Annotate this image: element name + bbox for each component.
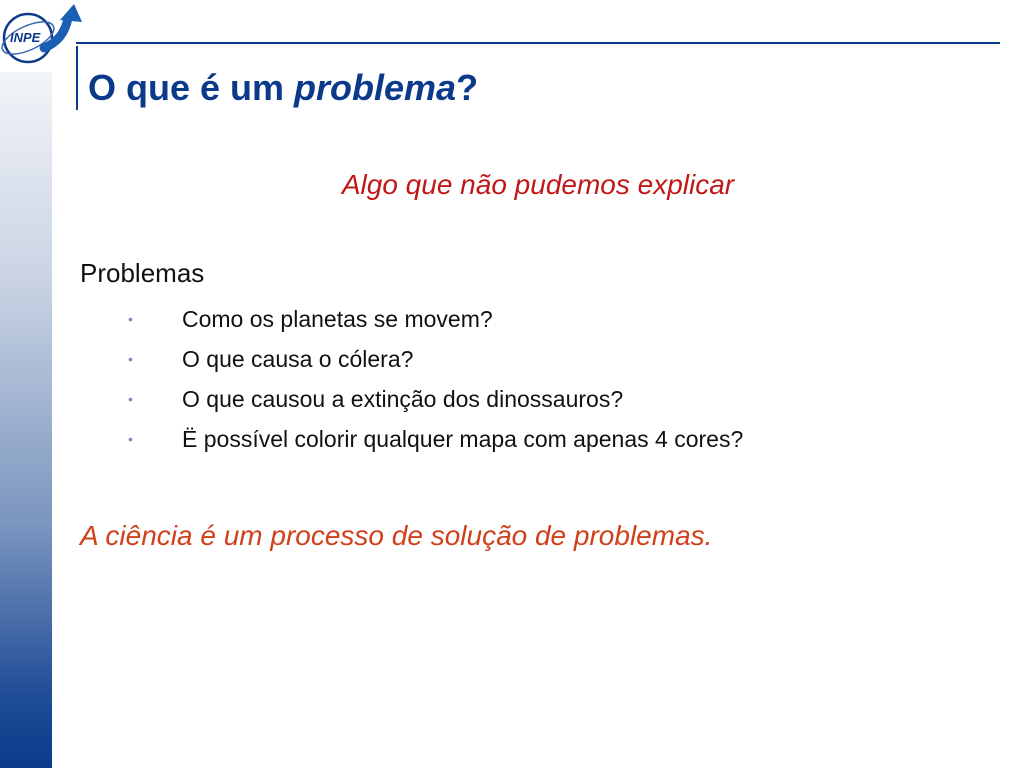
bullet-icon: • — [128, 311, 133, 327]
list-item — [0, 381, 1024, 421]
title-prefix: O que é um — [88, 67, 295, 108]
bullet-icon: • — [128, 351, 133, 367]
bullet-icon: • — [128, 431, 133, 447]
subtitle: Algo que não pudemos explicar — [341, 169, 735, 200]
conclusion-statement: A ciência é um processo de solução de problemas. — [80, 520, 713, 551]
title-emphasis: problema — [294, 67, 457, 108]
header-divider — [76, 42, 1000, 44]
list-item — [0, 301, 1024, 341]
page-title — [88, 66, 478, 110]
list-item — [0, 421, 1024, 461]
list-item-text: O que causou a extinção dos dinossauros? — [182, 386, 624, 412]
logo-text: INPE — [10, 30, 41, 45]
list-item-text: Como os planetas se movem? — [182, 306, 493, 332]
title-divider — [76, 46, 78, 110]
list-item-text: Ë possível colorir qualquer mapa com apenas 4 cores? — [182, 426, 744, 452]
inpe-logo — [0, 0, 92, 72]
list-item-text: O que causa o cólera? — [182, 346, 414, 372]
bullet-list — [0, 301, 1024, 461]
title-suffix: ? — [456, 67, 479, 108]
list-item — [0, 341, 1024, 381]
section-heading: Problemas — [80, 258, 205, 288]
bullet-icon: • — [128, 391, 133, 407]
